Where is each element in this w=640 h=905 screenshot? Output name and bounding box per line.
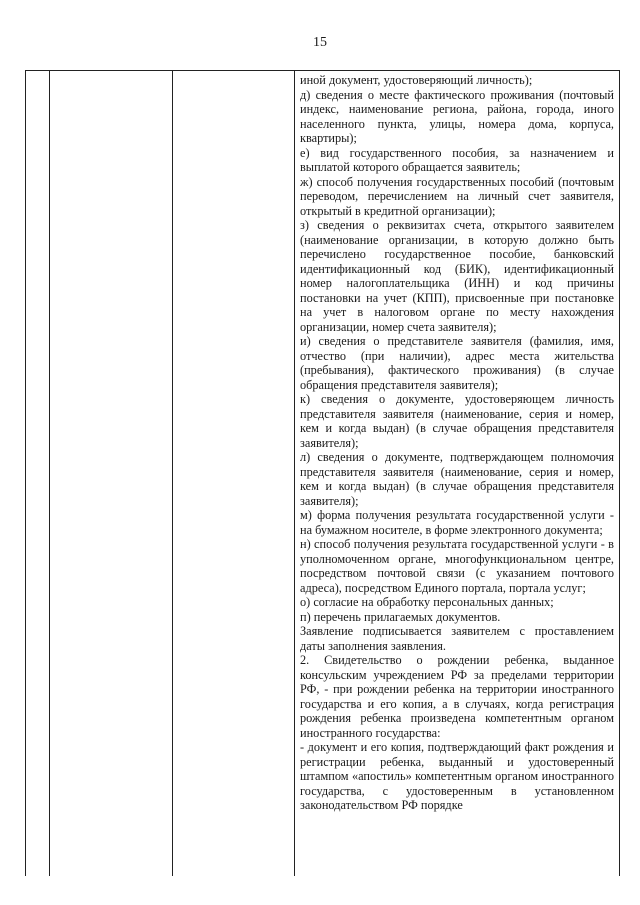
paragraph: з) сведения о реквизитах счета, открытого заявителем (наименование организации, в которую должно быть перечислено государственное пособие, банковский идентификационный код (БИК), идентификационный номер налогоплательщика (ИНН) и код причины постановки на учет (КПП), присвоенные при постановке на учет в налоговом органе по месту нахождения организации, номер счета заявителя); — [300, 218, 614, 334]
paragraph: м) форма получения результата государственной услуги - на бумажном носителе, в форме электронного документа; — [300, 508, 614, 537]
paragraph: н) способ получения результата государственной услуги - в уполномоченном органе, многофункциональном центре, посредством почтовой связи (с указанием почтового адреса), посредством Единого портала, портала услуг; — [300, 537, 614, 595]
paragraph: 2. Свидетельство о рождении ребенка, выданное консульским учреждением РФ за пределами территории РФ, - при рождении ребенка на территории иностранного государства и его копия, а в случаях, когда регистрация рождения ребенка произведена компетентным органом иностранного государства: — [300, 653, 614, 740]
paragraph: п) перечень прилагаемых документов. — [300, 609, 501, 624]
column-divider — [294, 71, 295, 876]
paragraph: и) сведения о представителе заявителя (фамилия, имя, отчество (при наличии), адрес места жительства (пребывания), фактического проживания) (в случае обращения представителя заявителя); — [300, 334, 614, 392]
paragraph: о) согласие на обработку персональных данных; — [300, 595, 554, 609]
paragraph: иной документ, удостоверяющий личность); — [300, 73, 533, 87]
paragraph: л) сведения о документе, подтверждающем полномочия представителя заявителя (наименование, серия и номер, кем и когда выдан) (в случае обращения представителя заявителя); — [300, 450, 614, 508]
column-divider — [172, 71, 173, 876]
paragraph: е) вид государственного пособия, за назначением и выплатой которого обращается заявитель; — [300, 145, 614, 174]
requirements-text-column — [300, 73, 614, 813]
paragraph: Заявление подписывается заявителем с проставлением даты заполнения заявления. — [300, 624, 614, 653]
column-divider — [49, 71, 50, 876]
paragraph: ж) способ получения государственных пособий (почтовым переводом, перечислением на личный счет заявителя, открытый в кредитной организации); — [300, 174, 614, 218]
page-number: 15 — [313, 35, 327, 50]
paragraph: д) сведения о месте фактического проживания (почтовый индекс, наименование региона, района, города, иного населенного пункта, улицы, номера дома, корпуса, квартиры); — [300, 87, 614, 145]
paragraph: - документ и его копия, подтверждающий факт рождения и регистрации ребенка, выданный и удостоверенный штампом «апостиль» компетентным органом иностранного государства, с удостоверенным в установленном законодательством РФ порядке — [300, 740, 614, 812]
document-table — [25, 70, 620, 876]
paragraph: к) сведения о документе, удостоверяющем личность представителя заявителя (наименование, серия и номер, кем и когда выдан) (в случае обращения представителя заявителя); — [300, 392, 614, 450]
